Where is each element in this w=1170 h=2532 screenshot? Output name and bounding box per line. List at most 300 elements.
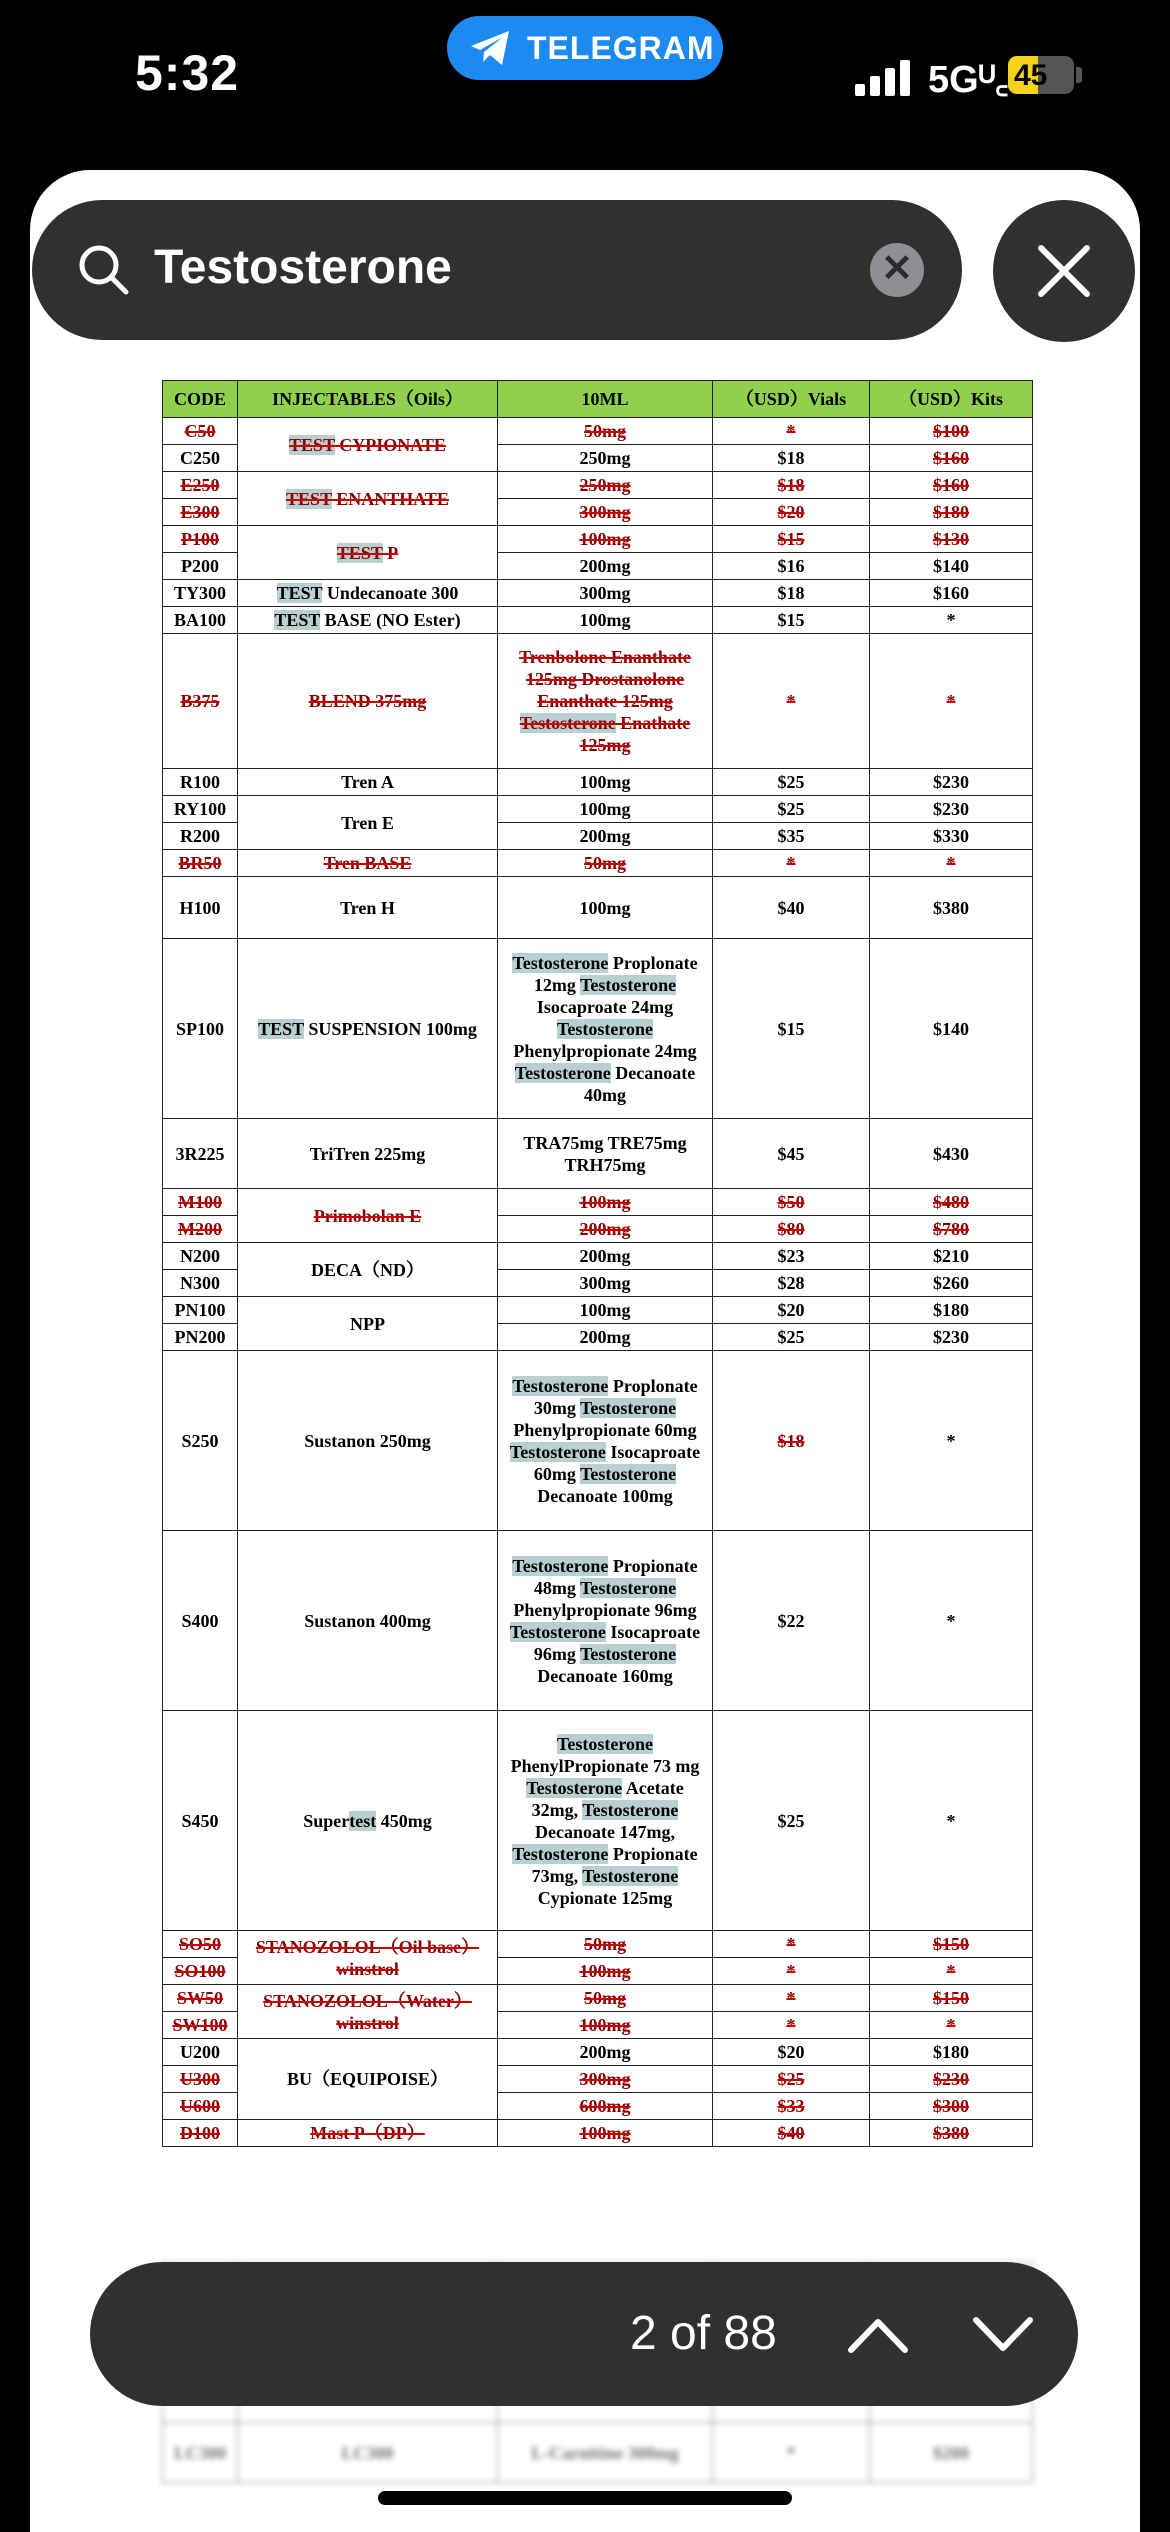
kit-price-cell-text: $210	[933, 1246, 969, 1266]
product-cell	[238, 607, 498, 634]
next-result-button[interactable]	[968, 2302, 1038, 2366]
vial-price-cell-text: $25	[777, 1810, 805, 1831]
product-cell-text: STANOZOLOL（Oil base）winstrol	[255, 1936, 480, 1979]
kit-price-cell-text: *	[946, 1430, 956, 1451]
vial-price-cell-text: $40	[777, 897, 805, 918]
code-cell-text: H100	[179, 897, 221, 918]
kit-price-cell-text: $140	[933, 556, 969, 576]
code-cell	[163, 850, 238, 877]
product-cell-text: Tren BASE	[323, 853, 412, 873]
code-cell-text: SP100	[175, 1018, 224, 1039]
product-cell-text: TriTren 225mg	[309, 1143, 426, 1164]
vial-price-cell	[713, 823, 870, 850]
size-cell	[498, 1189, 713, 1216]
vial-price-cell	[713, 1531, 870, 1711]
kit-price-cell	[870, 1189, 1033, 1216]
kit-price-cell-text: $100	[933, 421, 969, 441]
kit-price-cell-text: $380	[933, 897, 969, 918]
table-row	[163, 1189, 1033, 1216]
size-cell	[498, 445, 713, 472]
code-cell-text: P200	[181, 556, 219, 576]
size-cell	[498, 1324, 713, 1351]
code-cell-text: S250	[181, 1430, 219, 1451]
size-cell-text: 200mg	[579, 2042, 631, 2062]
kit-price-cell	[870, 1531, 1033, 1711]
kit-price-cell-text: $260	[933, 1273, 969, 1293]
size-cell	[498, 769, 713, 796]
kit-price-cell	[870, 472, 1033, 499]
vial-price-cell	[713, 877, 870, 939]
product-cell-text: Sustanon 250mg	[304, 1430, 431, 1451]
size-cell	[498, 1216, 713, 1243]
size-cell	[498, 1297, 713, 1324]
table-row	[163, 1119, 1033, 1189]
size-cell-text: 100mg	[579, 1961, 631, 1981]
table-row	[163, 472, 1033, 499]
header-size: 10ML	[498, 381, 713, 418]
product-cell	[238, 769, 498, 796]
vial-price-cell	[713, 1985, 870, 2012]
search-result-pager	[90, 2262, 1078, 2406]
result-counter: 2 of 88	[630, 2307, 777, 2360]
kit-price-cell-text: $230	[933, 1327, 969, 1347]
kit-price-cell-text: $480	[933, 1192, 969, 1212]
clear-icon: ✕	[881, 248, 913, 290]
kit-price-cell-text: *	[946, 1961, 956, 1981]
size-cell	[498, 499, 713, 526]
product-cell	[238, 580, 498, 607]
table-body	[163, 418, 1033, 2147]
product-cell	[238, 1243, 498, 1297]
code-cell-text: SW50	[176, 1988, 223, 2008]
size-cell	[498, 1711, 713, 1931]
search-highlight: Testosterone	[509, 1441, 606, 1462]
code-cell	[163, 796, 238, 823]
product-cell-text: Primobolan E	[313, 1205, 422, 1226]
vial-price-cell-text: $15	[777, 610, 805, 630]
product-cell-text: BLEND 375mg	[308, 691, 427, 711]
table-row	[163, 1243, 1033, 1270]
code-cell-text: S400	[181, 1610, 219, 1631]
kit-price-cell	[870, 877, 1033, 939]
search-highlight: Testosterone	[512, 1555, 609, 1576]
size-cell-text: 300mg	[579, 1273, 631, 1293]
size-cell-text: 50mg	[584, 1934, 626, 1954]
table-row	[163, 850, 1033, 877]
table-row	[163, 1531, 1033, 1711]
size-cell-text: Testosterone PhenylPropionate 73 mg Testosterone Acetate 32mg, Testosterone Decanoate 147mg, Testosterone Propionate 73mg, Testosterone Cypionate 125mg	[510, 1733, 700, 1908]
search-icon	[74, 240, 134, 300]
search-highlight: TEST	[276, 583, 323, 603]
size-cell-text: 50mg	[584, 853, 626, 873]
close-icon	[1037, 244, 1091, 298]
home-indicator[interactable]	[378, 2491, 792, 2505]
size-cell-text: 250mg	[579, 448, 631, 468]
vial-price-cell-text: $35	[777, 826, 805, 846]
search-highlight: Testosterone	[582, 1799, 679, 1820]
table-row	[163, 1931, 1033, 1958]
size-cell-text: 200mg	[579, 826, 631, 846]
vial-price-cell-text: *	[786, 1961, 796, 1981]
kit-price-cell-text: $150	[933, 1988, 969, 2008]
size-cell-text: 100mg	[579, 2015, 631, 2035]
code-cell	[163, 1243, 238, 1270]
close-search-button[interactable]	[993, 200, 1135, 342]
kit-price-cell	[870, 2120, 1033, 2147]
vial-price-cell-text: $25	[777, 2069, 805, 2089]
code-cell-text: BR50	[178, 853, 222, 873]
code-cell-text: U300	[180, 2069, 220, 2089]
vial-price-cell	[713, 2039, 870, 2066]
size-cell-text: Trenbolone Enanthate 125mg Drostanolone Enanthate 125mg Testosterone Enathate 125mg	[519, 647, 691, 755]
previous-result-button[interactable]	[843, 2302, 913, 2366]
vial-price-cell-text: $18	[777, 448, 805, 468]
vial-price-cell	[713, 472, 870, 499]
search-bar[interactable]	[32, 200, 962, 340]
vial-price-cell-text: $22	[777, 1610, 805, 1631]
code-cell	[163, 2093, 238, 2120]
code-cell	[163, 1958, 238, 1985]
vial-price-cell	[713, 1216, 870, 1243]
kit-price-cell	[870, 553, 1033, 580]
search-highlight: Testosterone	[580, 1463, 677, 1484]
vial-price-cell	[713, 1297, 870, 1324]
code-cell	[163, 1270, 238, 1297]
table-row	[163, 580, 1033, 607]
code-cell	[163, 769, 238, 796]
telegram-return-pill[interactable]	[447, 16, 723, 80]
size-cell-text: Testosterone Proplonate 12mg Testosterone Isocaproate 24mg Testosterone Phenylpropionate 24mg Testosterone Decanoate 40mg	[512, 952, 698, 1105]
size-cell	[498, 2066, 713, 2093]
search-highlight: Testosterone	[557, 1733, 653, 1754]
size-cell-text: 100mg	[579, 799, 631, 819]
kit-price-cell-text: $180	[933, 1300, 969, 1320]
kit-price-cell	[870, 769, 1033, 796]
product-cell	[238, 1531, 498, 1711]
blurred-size: L-Carnitine 300mg	[498, 2423, 713, 2483]
size-cell	[498, 1270, 713, 1297]
kit-price-cell	[870, 1119, 1033, 1189]
vial-price-cell-text: *	[786, 421, 796, 441]
vial-price-cell-text: $20	[777, 1300, 805, 1320]
code-cell-text: RY100	[173, 799, 227, 819]
code-cell	[163, 1189, 238, 1216]
vial-price-cell	[713, 1958, 870, 1985]
vial-price-cell	[713, 1270, 870, 1297]
product-cell	[238, 472, 498, 526]
vial-price-cell-text: *	[786, 1988, 796, 2008]
product-cell-text: DECA（ND）	[310, 1259, 424, 1280]
kit-price-cell	[870, 1216, 1033, 1243]
size-cell	[498, 877, 713, 939]
kit-price-cell	[870, 445, 1033, 472]
vial-price-cell	[713, 553, 870, 580]
search-highlight: Testosterone	[580, 1577, 677, 1598]
search-highlight: TEST	[289, 434, 335, 455]
vial-price-cell	[713, 769, 870, 796]
kit-price-cell	[870, 1711, 1033, 1931]
header-kits: （USD）Kits	[870, 381, 1033, 418]
search-highlight: test	[349, 1810, 377, 1831]
size-cell-text: 50mg	[584, 421, 626, 441]
search-highlight: Testosterone	[557, 1018, 653, 1039]
size-cell-text: 300mg	[579, 502, 631, 522]
code-cell-text: E250	[180, 475, 220, 495]
status-time: 5:32	[135, 45, 240, 101]
vial-price-cell	[713, 850, 870, 877]
product-cell	[238, 1297, 498, 1351]
size-cell-text: 100mg	[579, 2123, 631, 2143]
code-cell-text: BA100	[173, 610, 226, 630]
kit-price-cell-text: *	[946, 610, 956, 630]
search-highlight: Testosterone	[512, 1843, 609, 1864]
product-cell-text: Tren A	[341, 772, 394, 792]
size-cell	[498, 796, 713, 823]
kit-price-cell	[870, 850, 1033, 877]
vial-price-cell-text: $15	[777, 1018, 805, 1039]
code-cell	[163, 1931, 238, 1958]
vial-price-cell	[713, 939, 870, 1119]
battery-percent: 45	[1014, 59, 1048, 92]
search-highlight: TEST	[336, 542, 383, 563]
kit-price-cell	[870, 1324, 1033, 1351]
vial-price-cell-text: $20	[777, 502, 805, 522]
code-cell	[163, 877, 238, 939]
size-cell	[498, 850, 713, 877]
kit-price-cell-text: $150	[933, 1934, 969, 1954]
search-input[interactable]: Testosterone	[154, 241, 452, 294]
code-cell-text: N300	[180, 1273, 220, 1293]
vial-price-cell	[713, 580, 870, 607]
kit-price-cell-text: $380	[933, 2123, 969, 2143]
kit-price-cell	[870, 796, 1033, 823]
kit-price-cell	[870, 1243, 1033, 1270]
code-cell-text: P100	[181, 529, 219, 549]
search-highlight: Testosterone	[580, 1397, 677, 1418]
search-highlight: TEST	[286, 488, 332, 509]
code-cell-text: PN100	[174, 1300, 226, 1320]
size-cell-text: 100mg	[579, 529, 631, 549]
size-cell-text: 100mg	[579, 1192, 631, 1212]
product-cell	[238, 939, 498, 1119]
blurred-vial: *	[713, 2423, 870, 2483]
vial-price-cell-text: *	[786, 853, 796, 873]
kit-price-cell-text: $140	[933, 1018, 969, 1039]
vial-price-cell	[713, 445, 870, 472]
vial-price-cell	[713, 1324, 870, 1351]
code-cell	[163, 1216, 238, 1243]
vial-price-cell-text: $25	[777, 799, 805, 819]
kit-price-cell-text: $130	[933, 529, 969, 549]
kit-price-cell	[870, 1270, 1033, 1297]
product-cell-text: TEST SUSPENSION 100mg	[258, 1018, 477, 1039]
kit-price-cell-text: $180	[933, 502, 969, 522]
code-cell	[163, 1119, 238, 1189]
vial-price-cell-text: *	[786, 691, 796, 711]
code-cell	[163, 1531, 238, 1711]
vial-price-cell-text: *	[786, 1934, 796, 1954]
code-cell-text: E300	[180, 502, 220, 522]
code-cell-text: C250	[180, 448, 220, 468]
kit-price-cell	[870, 823, 1033, 850]
vial-price-cell	[713, 634, 870, 769]
search-highlight: Testosterone	[512, 952, 609, 973]
code-cell	[163, 499, 238, 526]
size-cell	[498, 1243, 713, 1270]
code-cell	[163, 1297, 238, 1324]
size-cell	[498, 2093, 713, 2120]
kit-price-cell-text: *	[946, 1810, 956, 1831]
code-cell	[163, 634, 238, 769]
vial-price-cell	[713, 2012, 870, 2039]
kit-price-cell-text: *	[946, 2015, 956, 2035]
vial-price-cell-text: $33	[777, 2096, 805, 2116]
code-cell	[163, 939, 238, 1119]
table-row	[163, 418, 1033, 445]
table-row	[163, 796, 1033, 823]
table-row	[163, 1351, 1033, 1531]
size-cell-text: 300mg	[579, 2069, 631, 2089]
product-cell	[238, 1711, 498, 1931]
kit-price-cell	[870, 2066, 1033, 2093]
price-table-page	[162, 380, 1032, 2147]
vial-price-cell	[713, 418, 870, 445]
code-cell-text: N200	[180, 1246, 220, 1266]
product-cell	[238, 850, 498, 877]
code-cell	[163, 823, 238, 850]
size-cell	[498, 1958, 713, 1985]
battery-icon	[1008, 56, 1074, 94]
vial-price-cell-text: $50	[777, 1192, 805, 1212]
product-cell-text: Mast P（DP）	[310, 2123, 425, 2143]
size-cell	[498, 472, 713, 499]
header-code: CODE	[163, 381, 238, 418]
kit-price-cell	[870, 2039, 1033, 2066]
clear-search-button[interactable]	[870, 243, 924, 297]
kit-price-cell-text: *	[946, 691, 956, 711]
kit-price-cell-text: $230	[933, 2069, 969, 2089]
price-table	[162, 380, 1033, 2147]
product-cell	[238, 634, 498, 769]
network-type: 5Gᵁ꜀	[928, 59, 1009, 101]
code-cell	[163, 2120, 238, 2147]
code-cell-text: R200	[180, 826, 220, 846]
blurred-kit: $200	[870, 2423, 1033, 2483]
kit-price-cell	[870, 2093, 1033, 2120]
code-cell	[163, 607, 238, 634]
kit-price-cell	[870, 418, 1033, 445]
vial-price-cell-text: $28	[777, 1273, 805, 1293]
product-cell-text: TEST P	[336, 542, 399, 563]
search-highlight: Testosterone	[519, 713, 616, 733]
search-highlight: Testosterone	[509, 1621, 606, 1642]
search-highlight: Testosterone	[512, 1375, 609, 1396]
product-cell	[238, 1189, 498, 1243]
blurred-name: LC300	[238, 2423, 498, 2483]
kit-price-cell-text: $430	[933, 1143, 969, 1164]
vial-price-cell-text: $16	[777, 556, 805, 576]
vial-price-cell	[713, 2066, 870, 2093]
kit-price-cell-text: $180	[933, 2042, 969, 2062]
cellular-signal-icon	[855, 60, 915, 96]
product-cell-text: TEST CYPIONATE	[289, 434, 446, 455]
size-cell-text: 100mg	[579, 1300, 631, 1320]
size-cell	[498, 553, 713, 580]
code-cell-text: SO100	[174, 1961, 226, 1981]
vial-price-cell	[713, 796, 870, 823]
code-cell	[163, 526, 238, 553]
product-cell-text: NPP	[350, 1313, 385, 1334]
product-cell	[238, 418, 498, 472]
size-cell	[498, 418, 713, 445]
vial-price-cell	[713, 1931, 870, 1958]
table-row	[163, 939, 1033, 1119]
product-cell	[238, 1985, 498, 2039]
size-cell-text: 600mg	[579, 2096, 631, 2116]
kit-price-cell	[870, 1985, 1033, 2012]
vial-price-cell	[713, 2093, 870, 2120]
size-cell-text: 200mg	[579, 1327, 631, 1347]
kit-price-cell-text: $330	[933, 826, 969, 846]
search-highlight: Testosterone	[526, 1777, 623, 1798]
product-cell-text: TEST Undecanoate 300	[276, 583, 459, 603]
vial-price-cell-text: $18	[777, 1430, 805, 1451]
table-row	[163, 2423, 1033, 2483]
vial-price-cell	[713, 526, 870, 553]
kit-price-cell	[870, 2012, 1033, 2039]
size-cell	[498, 1985, 713, 2012]
code-cell	[163, 553, 238, 580]
code-cell	[163, 1351, 238, 1531]
table-row	[163, 634, 1033, 769]
kit-price-cell-text: $160	[933, 583, 969, 603]
size-cell-text: 250mg	[579, 475, 631, 495]
code-cell	[163, 2012, 238, 2039]
vial-price-cell	[713, 1243, 870, 1270]
product-cell-text: Sustanon 400mg	[304, 1610, 431, 1631]
code-cell-text: TY300	[173, 583, 226, 603]
product-cell-text: STANOZOLOL（Water）winstrol	[263, 1990, 472, 2033]
product-cell-text: Supertest 450mg	[303, 1810, 432, 1831]
code-cell	[163, 445, 238, 472]
size-cell	[498, 2039, 713, 2066]
kit-price-cell	[870, 1958, 1033, 1985]
telegram-icon	[469, 28, 513, 68]
kit-price-cell-text: *	[946, 1610, 956, 1631]
code-cell-text: U200	[180, 2042, 220, 2062]
vial-price-cell-text: $18	[777, 475, 805, 495]
code-cell-text: S450	[181, 1810, 219, 1831]
code-cell	[163, 2039, 238, 2066]
product-cell	[238, 1119, 498, 1189]
search-highlight: TEST	[274, 610, 321, 630]
code-cell	[163, 472, 238, 499]
size-cell	[498, 2012, 713, 2039]
product-cell	[238, 2039, 498, 2120]
product-cell	[238, 796, 498, 850]
product-cell-text: TEST ENANTHATE	[286, 488, 449, 509]
vial-price-cell-text: $80	[777, 1219, 805, 1239]
size-cell	[498, 1931, 713, 1958]
size-cell-text: 200mg	[579, 1219, 631, 1239]
kit-price-cell-text: $160	[933, 448, 969, 468]
code-cell-text: U600	[180, 2096, 220, 2116]
kit-price-cell	[870, 1931, 1033, 1958]
kit-price-cell-text: $300	[933, 2096, 969, 2116]
header-injectables: INJECTABLES（Oils）	[238, 381, 498, 418]
search-highlight: Testosterone	[514, 1062, 611, 1083]
header-vials: （USD）Vials	[713, 381, 870, 418]
